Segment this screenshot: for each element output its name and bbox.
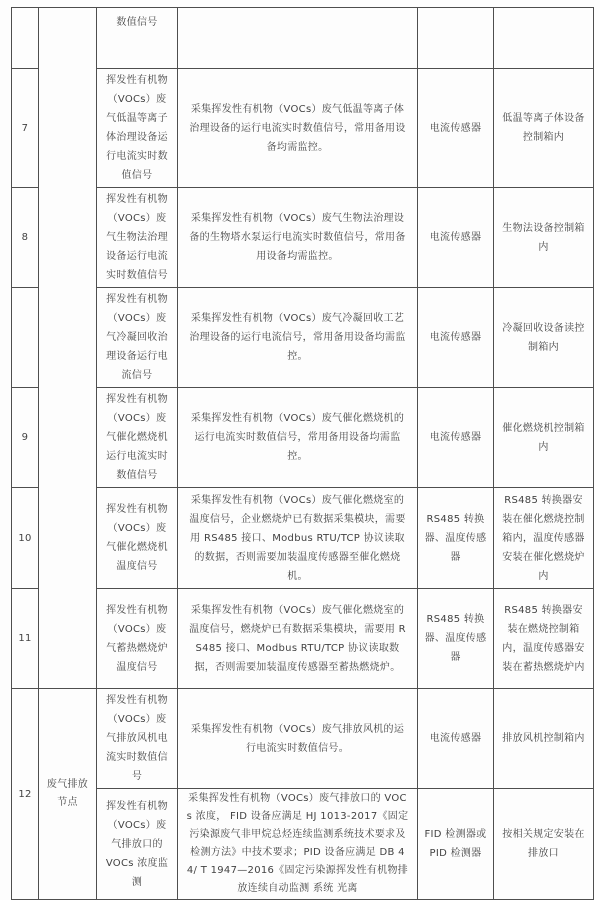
sensor-cell: RS485 转换器、温度传感器 xyxy=(418,589,494,689)
table-row-11 xyxy=(12,589,594,689)
signal-name-cell: 挥发性有机物（VOCs）废气催化燃烧机温度信号 xyxy=(97,488,178,589)
sensor-cell: 电流传感器 xyxy=(418,689,494,789)
description-cell: 采集挥发性有机物（VOCs）废气生物法治理设备的生物塔水泵运行电流实时数值信号，常用备用设备均需监控。 xyxy=(178,188,418,288)
sensor-cell: RS485 转换器、温度传感器 xyxy=(418,488,494,589)
row-number-cell: 10 xyxy=(12,488,39,589)
location-cell: 低温等离子体设备控制箱内 xyxy=(494,69,594,188)
signal-name-cell: 挥发性有机物（VOCs）废气冷凝回收治理设备运行电流信号 xyxy=(97,288,178,388)
location-cell: 催化燃烧机控制箱内 xyxy=(494,388,594,488)
row-number-cell: 11 xyxy=(12,589,39,689)
table-row-12a xyxy=(12,689,594,789)
sensor-cell xyxy=(418,8,494,69)
row-number-cell: 9 xyxy=(12,388,39,488)
location-cell: RS485 转换器安装在燃烧控制箱内，温度传感器安装在蓄热燃烧炉内 xyxy=(494,589,594,689)
row-number-cell: 8 xyxy=(12,188,39,288)
location-cell: 冷凝回收设备读控制箱内 xyxy=(494,288,594,388)
table-row-9 xyxy=(12,388,594,488)
sensor-cell: 电流传感器 xyxy=(418,69,494,188)
description-cell xyxy=(178,8,418,69)
row-number-cell xyxy=(12,288,39,388)
description-cell: 采集挥发性有机物（VOCs）废气冷凝回收工艺治理设备的运行电流信号，常用备用设备均需监控。 xyxy=(178,288,418,388)
location-cell xyxy=(494,8,594,69)
table-row-8 xyxy=(12,188,594,288)
signal-name-cell: 挥发性有机物（VOCs）废气生物法治理设备运行电流实时数值信号 xyxy=(97,188,178,288)
category-cell-empty xyxy=(39,8,97,689)
description-cell: 采集挥发性有机物（VOCs）废气催化燃烧室的温度信号，企业燃烧炉已有数据采集模块，需要用 RS485 接口、Modbus RTU/TCP 协议读取的数据，否则需要加装温度传感器至催化燃烧机。 xyxy=(178,488,418,589)
signal-name-cell: 数值信号 xyxy=(97,8,178,69)
sensor-cell: FID 检测器或 PID 检测器 xyxy=(418,789,494,900)
row-number-cell: 7 xyxy=(12,69,39,188)
description-cell: 采集挥发性有机物（VOCs）废气催化燃烧室的温度信号，燃烧炉已有数据采集模块，需要用 RS485 接口、Modbus RTU/TCP 协议读取数据，否则需要加装温度传感器至蓄热燃烧炉。 xyxy=(178,589,418,689)
table-row-10 xyxy=(12,488,594,589)
location-cell: RS485 转换器安装在催化燃烧控制箱内，温度传感器安装在催化燃烧炉内 xyxy=(494,488,594,589)
location-cell: 按相关规定安装在排放口 xyxy=(494,789,594,900)
category-cell: 废气排放节点 xyxy=(39,689,97,900)
row-number-cell xyxy=(12,8,39,69)
location-cell: 生物法设备控制箱内 xyxy=(494,188,594,288)
sensor-cell: 电流传感器 xyxy=(418,188,494,288)
signal-name-cell: 挥发性有机物（VOCs）废气低温等离子体治理设备运行电流实时数值信号 xyxy=(97,69,178,188)
signal-name-cell: 挥发性有机物（VOCs）废气排放口的 VOCs 浓度监测 xyxy=(97,789,178,900)
description-cell: 采集挥发性有机物（VOCs）废气排放风机的运行电流实时数值信号。 xyxy=(178,689,418,789)
description-cell: 采集挥发性有机物（VOCs）废气低温等离子体治理设备的运行电流实时数值信号，常用备用设备均需监控。 xyxy=(178,69,418,188)
table-row-7 xyxy=(12,69,594,188)
description-cell: 采集挥发性有机物（VOCs）废气排放口的 VOCs 浓度， FID 设备应满足 HJ 1013-2017《固定污染源废气非甲烷总烃连续监测系统技术要求及检测方法》中技术要求；PID 设备应满足 DB 44/ T 1947—2016《固定污染源挥发性有机物排放连续自动监测 系统 光离 xyxy=(178,789,418,900)
sensor-cell: 电流传感器 xyxy=(418,388,494,488)
signal-name-cell: 挥发性有机物（VOCs）废气蓄热燃烧炉温度信号 xyxy=(97,589,178,689)
row-number-cell: 12 xyxy=(12,689,39,900)
location-cell: 排放风机控制箱内 xyxy=(494,689,594,789)
table-row-carryover xyxy=(12,8,594,69)
table-row-12b xyxy=(12,789,594,900)
table-row-unnumbered xyxy=(12,288,594,388)
sensor-cell: 电流传感器 xyxy=(418,288,494,388)
description-cell: 采集挥发性有机物（VOCs）废气催化燃烧机的运行电流实时数值信号，常用备用设备均需监控。 xyxy=(178,388,418,488)
signal-name-cell: 挥发性有机物（VOCs）废气催化燃烧机运行电流实时数值信号 xyxy=(97,388,178,488)
signal-name-cell: 挥发性有机物（VOCs）废气排放风机电流实时数值信号 xyxy=(97,689,178,789)
equipment-signal-table xyxy=(11,7,594,900)
